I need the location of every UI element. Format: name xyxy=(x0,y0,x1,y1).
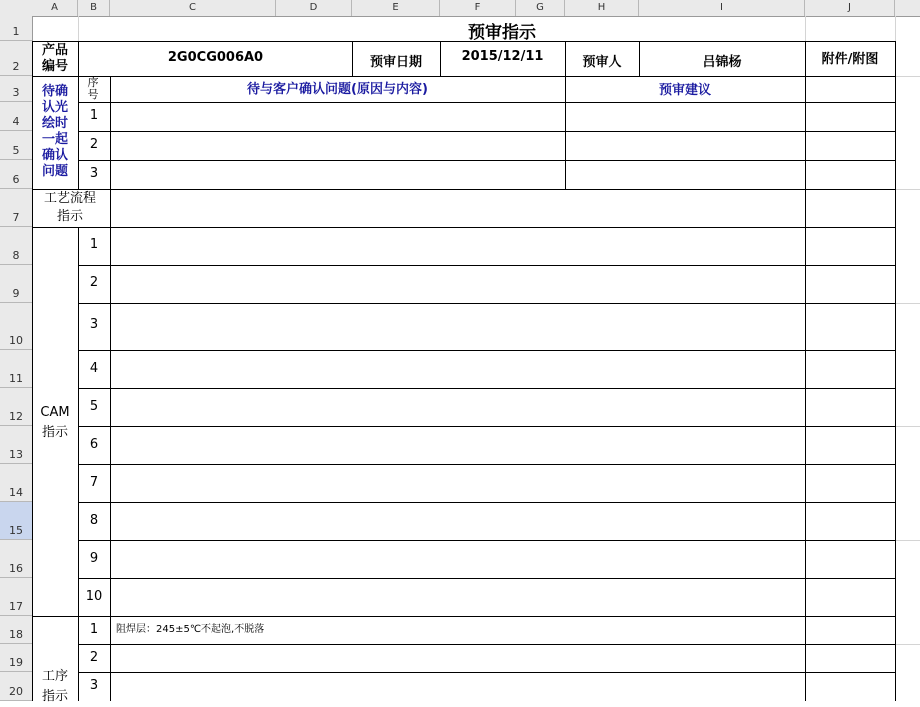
gridline xyxy=(805,16,806,41)
process-flow-label[interactable]: 工艺流程指示 xyxy=(43,191,96,224)
border-line xyxy=(78,388,895,389)
row-header-9[interactable]: 9 xyxy=(0,265,32,303)
row-header-1[interactable]: 1 xyxy=(0,16,32,41)
border-line xyxy=(78,350,895,351)
cam-number-1[interactable]: 1 xyxy=(89,236,99,252)
gridline xyxy=(895,303,920,304)
column-header-e[interactable]: E xyxy=(352,0,440,16)
border-line xyxy=(805,41,806,701)
cam-number-5[interactable]: 5 xyxy=(89,398,99,414)
reviewer-name[interactable]: 吕锦杨 xyxy=(702,54,742,70)
gridline xyxy=(895,644,920,645)
date-label[interactable]: 预审日期 xyxy=(369,54,422,70)
border-line xyxy=(78,464,895,465)
confirm-number-3[interactable]: 3 xyxy=(89,166,99,181)
border-line xyxy=(110,189,111,701)
cam-number-2[interactable]: 2 xyxy=(89,274,99,290)
confirm-issues-label[interactable]: 待确认光绘时一起确认问题 xyxy=(41,84,68,179)
border-line xyxy=(78,578,895,579)
cam-number-3[interactable]: 3 xyxy=(89,317,99,332)
issue-header[interactable]: 待与客户确认问题(原因与内容) xyxy=(247,81,428,97)
column-header-d[interactable]: D xyxy=(276,0,352,16)
row-header-18[interactable]: 18 xyxy=(0,616,32,644)
procedure-number-3[interactable]: 3 xyxy=(89,677,99,693)
row-header-16[interactable]: 16 xyxy=(0,540,32,578)
cam-number-8[interactable]: 8 xyxy=(89,512,99,528)
row-header-4[interactable]: 4 xyxy=(0,102,32,131)
gridline xyxy=(895,76,920,77)
column-header-h[interactable]: H xyxy=(565,0,639,16)
row-header-6[interactable]: 6 xyxy=(0,160,32,189)
column-header-b[interactable]: B xyxy=(78,0,110,16)
date-value[interactable]: 2015/12/11 xyxy=(461,49,544,64)
cam-number-10[interactable]: 10 xyxy=(85,588,103,604)
suggestion-header[interactable]: 预审建议 xyxy=(658,82,711,98)
column-header-i[interactable]: I xyxy=(639,0,805,16)
column-header-j[interactable]: J xyxy=(805,0,895,16)
sheet-title[interactable]: 预审指示 xyxy=(468,22,536,43)
gridline xyxy=(895,426,920,427)
column-header-f[interactable]: F xyxy=(440,0,516,16)
procedure-number-2[interactable]: 2 xyxy=(89,649,99,665)
cam-number-6[interactable]: 6 xyxy=(89,436,99,452)
border-line xyxy=(78,160,895,161)
border-line xyxy=(78,644,895,645)
row-header-10[interactable]: 10 xyxy=(0,303,32,350)
row-header-17[interactable]: 17 xyxy=(0,578,32,616)
cam-label[interactable]: CAM指示 xyxy=(40,405,70,440)
gridline xyxy=(78,16,79,41)
row-header-13[interactable]: 13 xyxy=(0,426,32,464)
border-line xyxy=(78,131,895,132)
border-line xyxy=(78,303,895,304)
row-header-12[interactable]: 12 xyxy=(0,388,32,426)
border-line xyxy=(78,265,895,266)
product-label[interactable]: 产品编号 xyxy=(41,43,68,74)
cam-number-4[interactable]: 4 xyxy=(89,360,99,376)
border-line xyxy=(78,502,895,503)
column-header-g[interactable]: G xyxy=(516,0,565,16)
row-header-20[interactable]: 20 xyxy=(0,672,32,701)
seq-label[interactable]: 序号 xyxy=(87,76,99,101)
column-header-a[interactable]: A xyxy=(32,0,78,16)
border-line xyxy=(78,540,895,541)
border-line xyxy=(32,189,895,190)
procedure-label[interactable]: 工序指示 xyxy=(41,669,68,704)
confirm-number-1[interactable]: 1 xyxy=(89,108,99,123)
gridline xyxy=(895,189,920,190)
row-header-8[interactable]: 8 xyxy=(0,227,32,265)
confirm-number-2[interactable]: 2 xyxy=(89,137,99,152)
border-line xyxy=(78,672,895,673)
procedure-number-1[interactable]: 1 xyxy=(89,621,99,637)
column-header-c[interactable]: C xyxy=(110,0,276,16)
attachment-label[interactable]: 附件/附图 xyxy=(821,52,879,67)
cam-number-7[interactable]: 7 xyxy=(89,474,99,490)
gridline xyxy=(895,540,920,541)
row-header-14[interactable]: 14 xyxy=(0,464,32,502)
procedure-note-1[interactable]: 阻焊层：245±5℃不起泡,不脱落 xyxy=(116,624,265,635)
border-line xyxy=(32,227,895,228)
row-header-3[interactable]: 3 xyxy=(0,76,32,102)
row-header-2[interactable]: 2 xyxy=(0,41,32,76)
row-header-15[interactable]: 15 xyxy=(0,502,32,540)
border-line xyxy=(32,616,895,617)
border-line xyxy=(32,41,33,701)
row-header-5[interactable]: 5 xyxy=(0,131,32,160)
cam-number-9[interactable]: 9 xyxy=(89,550,99,566)
border-line xyxy=(78,426,895,427)
reviewer-label[interactable]: 预审人 xyxy=(582,54,622,70)
row-header-19[interactable]: 19 xyxy=(0,644,32,672)
border-line xyxy=(78,102,895,103)
row-header-11[interactable]: 11 xyxy=(0,350,32,388)
border-line xyxy=(895,41,896,701)
product-code[interactable]: 2G0CG006A0 xyxy=(167,50,264,65)
row-header-7[interactable]: 7 xyxy=(0,189,32,227)
